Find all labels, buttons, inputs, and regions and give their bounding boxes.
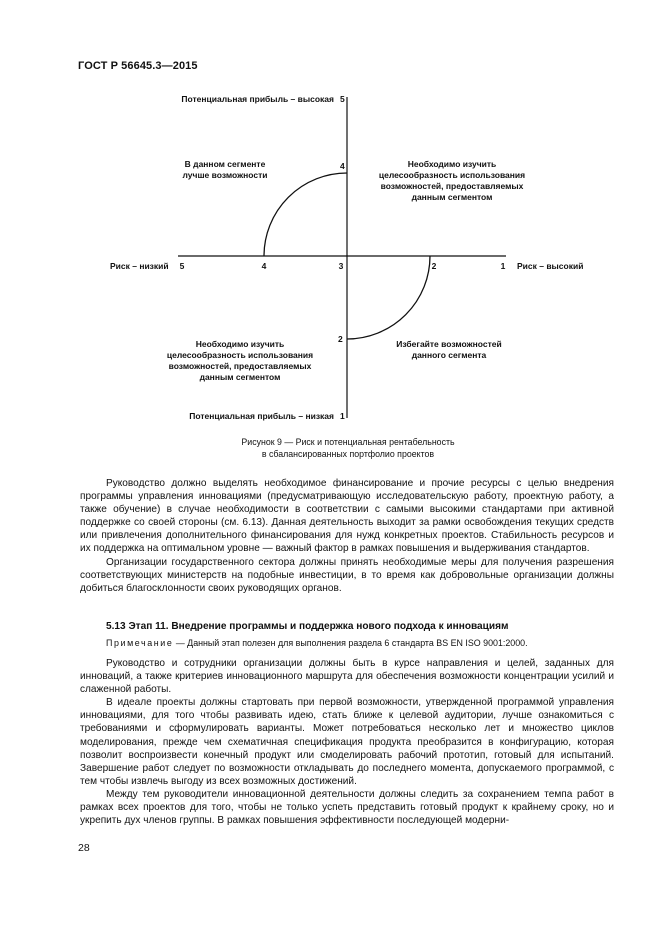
figure-caption (0, 436, 661, 460)
quadrant-line: возможностей, предоставляемых (168, 361, 312, 371)
quadrant-top-left-text (183, 159, 268, 180)
note-text: — Данный этап полезен для выполнения раздела 6 стандарта BS EN ISO 9001:2000. (173, 638, 528, 648)
left-axis-label: Риск – низкий (110, 261, 169, 271)
vertical-tick-2: 2 (338, 334, 343, 344)
bottom-axis-number: 1 (340, 411, 345, 421)
quadrant-line: возможностей, предоставляемых (380, 181, 524, 191)
lower-right-arc (347, 256, 430, 339)
paragraph-awareness: Руководство и сотрудники организации должны быть в курсе направления и целей, заданных для инноваций, а также критериев инновационного маршрута для обеспечения возможности концентрации усилий и слаженной работы. (80, 658, 614, 696)
paragraph-projects: В идеале проекты должны стартовать при первой возможности, утвержденной программой управления инновациями, для того чтобы развивать идею, стать ближе к целевой аудитории, лучше ознакомиться с требованиями и сформулировать варианты. Может потребоваться несколько лет и множество циклов моделирования, прежде чем схематичная спецификация продукта преобразится в конфигурацию, которая позволит воспроизвести конечный продукт или смоделировать рабочий прототип, готовый для испытаний. Завершение работ следует по возможности откладывать до последнего момента, допускаемого программой, с тем чтобы извлечь выгоду из всех возможных достижений. (80, 697, 614, 787)
paragraph-resources: Руководство должно выделять необходимое финансирование и прочие ресурсы с целью внедрения программы управления инновациями (предусматривающую исследовательскую работу, проектную работу, а также обучение) в случае необходимости в соответствии с самыми высокими стандартами при активной поддержке со своей стороны (см. 6.13). Данная деятельность выходит за рамки освобождения текущих средств или привлечения дополнительного финансирования для нужд конкретных проектов. Стабильность ресурсов и их поддержка на оптимальном уровне — важный фактор в рамках повышения и выдерживания стандартов. (80, 478, 614, 555)
body-block-2 (80, 657, 614, 827)
page-number: 28 (78, 842, 90, 854)
document-header: ГОСТ Р 56645.3—2015 (78, 60, 198, 72)
quadrant-line: Избегайте возможностей (396, 339, 502, 349)
top-axis-label: Потенциальная прибыль – высокая (181, 94, 334, 104)
caption-line: Рисунок 9 — Риск и потенциальная рентабельность (241, 437, 455, 447)
quadrant-line: целесообразность использования (378, 170, 526, 180)
quadrant-line: Необходимо изучить (195, 339, 285, 349)
upper-left-arc (264, 173, 347, 256)
horizontal-tick-1: 1 (500, 261, 506, 271)
quadrant-line: данным сегментом (199, 372, 281, 382)
horizontal-tick-4: 4 (261, 261, 267, 271)
quadrant-line: В данном сегменте (184, 159, 266, 169)
right-axis-label: Риск – высокий (517, 261, 584, 271)
bottom-axis-label: Потенциальная прибыль – низкая (189, 411, 334, 421)
section-heading: 5.13 Этап 11. Внедрение программы и поддержка нового подхода к инновациям (106, 621, 509, 632)
horizontal-tick-3: 3 (338, 261, 344, 271)
horizontal-tick-2: 2 (431, 261, 437, 271)
quadrant-line: данным сегментом (411, 192, 493, 202)
quadrant-top-right-text (379, 159, 525, 202)
caption-line: в сбалансированных портфолио проектов (261, 449, 435, 459)
vertical-tick-4: 4 (340, 161, 345, 171)
risk-profit-figure (0, 0, 661, 460)
paragraph-pace: Между тем руководители инновационной деятельности должны следить за сохранением темпа работ в рамках всех проектов для того, чтобы не только успеть представить готовый продукт к крайнему сроку, но и укрепить дух членов группы. В рамках повышения эффективности последующей модерни- (80, 788, 614, 827)
quadrant-line: данного сегмента (411, 350, 487, 360)
top-axis-number: 5 (340, 94, 345, 104)
quadrant-line: целесообразность использования (166, 350, 314, 360)
quadrant-line: лучше возможности (182, 170, 268, 180)
note (106, 637, 614, 649)
quadrant-bottom-left-text (167, 339, 313, 382)
body-block-1 (80, 477, 614, 595)
horizontal-tick-5: 5 (179, 261, 185, 271)
quadrant-line: Необходимо изучить (407, 159, 497, 169)
note-label: Примечание (106, 638, 174, 648)
quadrant-bottom-right-text (396, 339, 501, 360)
paragraph-public-sector: Организации государственного сектора должны принять необходимые меры для получения разрешения соответствующих министерств на подобные инвестиции, в то время как добровольные организации должны добиться благосклонности своих руководящих органов. (80, 556, 614, 594)
